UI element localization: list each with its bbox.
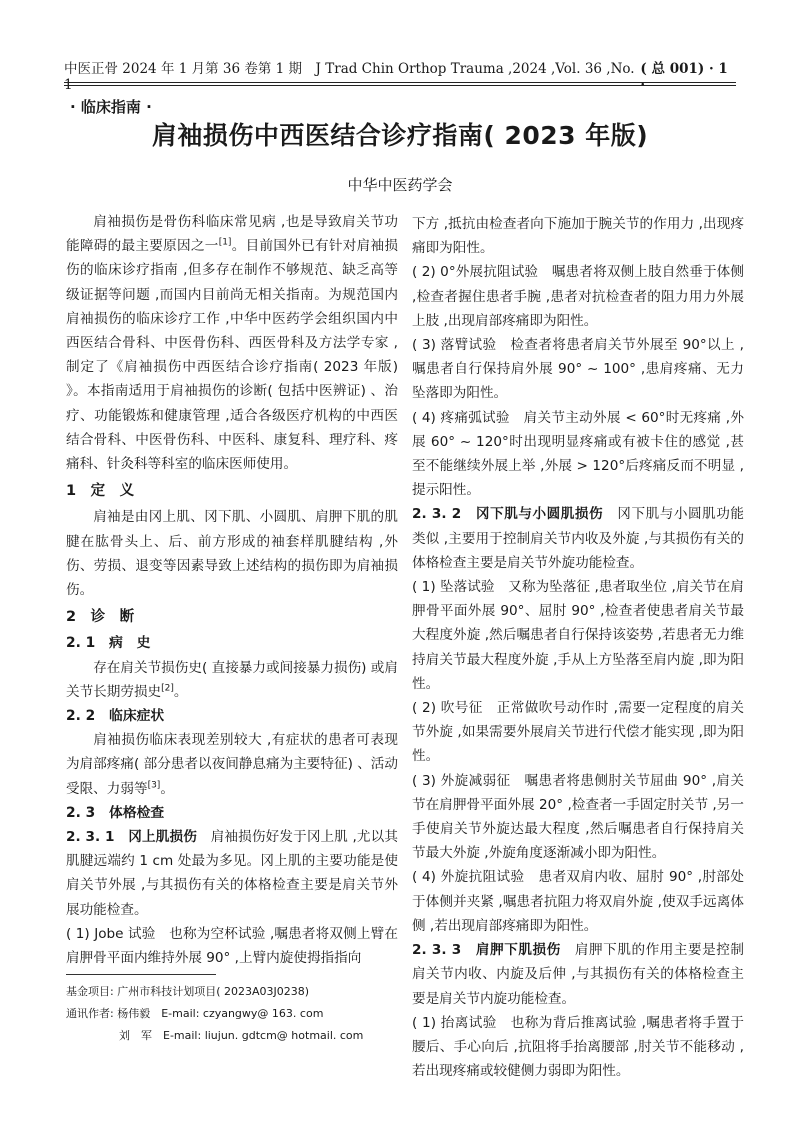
running-header <box>64 57 736 93</box>
intro-paragraph: 肩袖损伤是骨伤科临床常见病 ,也是导致肩关节功能障碍的最主要原因之一[1]。目前国外已有针对肩袖损伤的临床诊疗指南 ,但多存在制作不够规范、缺乏高等级证据等问题 ,而国内目前尚无相关指南。为规范国内肩袖损伤的临床诊疗工作 ,中华中医药学会组织国内中西医结合骨科、中医骨伤科、西医骨科及方法学专家 ,制定了《肩袖损伤中西医结合诊疗指南( 2023 年版) 》。本指南适用于肩袖损伤的诊断( 包括中医辨证) 、治疗、功能锻炼和健康管理 ,适合各级医疗机构的中西医结合骨科、中医骨伤科、中医科、康复科、理疗科、疼痛科、针灸科等科室的临床医师使用。 <box>66 214 399 473</box>
subsubsection-heading: 2. 3. 2 冈下肌与小圆肌损伤 <box>412 506 604 523</box>
footnote-rule <box>66 974 216 975</box>
subsubsection-heading: 2. 3. 1 冈上肌损伤 <box>66 829 197 846</box>
painful-arc-test: ( 4) 疼痛弧试验 肩关节主动外展 < 60°时无疼痛 ,外展 60° ~ 120°时出现明显疼痛或有被卡住的感觉 ,甚至不能继续外展上举 ,外展 > 120°后疼痛反而不明显 ,提示阳性。 <box>412 409 744 499</box>
funding-note: 基金项目: 广州市科技计划项目( 2023A03J0238) <box>66 985 310 998</box>
citation-ref[interactable]: [2] <box>161 683 174 694</box>
zero-abduction-test: ( 2) 0°外展抗阻试验 嘱患者将双侧上肢自然垂于体侧 ,检查者握住患者手腕 ,患者对抗检查者的阻力用力外展上肢 ,出现肩部疼痛即为阳性。 <box>412 264 744 329</box>
footnote <box>66 981 363 1047</box>
subsection-heading-symptoms: 2. 2 临床症状 <box>66 708 165 725</box>
subsubsection-heading: 2. 3. 3 肩胛下肌损伤 <box>412 942 561 959</box>
subsection-heading-exam: 2. 3 体格检查 <box>66 804 165 821</box>
subscapularis-paragraph: 2. 3. 3 肩胛下肌损伤 肩胛下肌的作用主要是控制肩关节内收、内旋及后伸 ,与其损伤有关的体格检查主要是肩关节内旋功能检查。 <box>412 942 745 1007</box>
subsection-heading-history: 2. 1 病 史 <box>66 635 151 652</box>
lift-off-test: ( 1) 抬离试验 也称为背后推离试验 ,嘱患者将手置于腰后、手心向后 ,抗阻将手抬离腰部 ,肘关节不能移动 ,若出现疼痛或较健侧力弱即为阳性。 <box>412 1014 744 1080</box>
journal-citation: 中医正骨 2024 年 1 月第 36 卷第 1 期 J Trad Chin Orthop Trauma ,2024 ,Vol. 36 ,No. 1 <box>64 61 635 93</box>
corresponding-author-1: 通讯作者: 杨伟毅 E-mail: czyangwy@ 163. com <box>66 1007 324 1020</box>
header-rule-second <box>64 85 736 86</box>
external-rotation-resistance-test: ( 4) 外旋抗阻试验 患者双肩内收、屈肘 90° ,肘部处于体侧并夹紧 ,嘱患者抗阻力将双肩外旋 ,使双手远离体侧 ,若出现肩部疼痛即为阳性。 <box>412 869 744 934</box>
jobe-test-continuation: 下方 ,抵抗由检查者向下施加于腕关节的作用力 ,出现疼痛即为阳性。 <box>412 216 744 257</box>
section-tag: · 临床指南 · <box>70 98 152 116</box>
header-rule <box>64 82 736 83</box>
supraspinatus-paragraph: 2. 3. 1 冈上肌损伤 肩袖损伤好发于冈上肌 ,尤以其肌腱远端约 1 cm 处最为多见。冈上肌的主要功能是使肩关节外展 ,与其损伤有关的体格检查主要是肩关节外展功能检查。 <box>66 829 398 918</box>
history-paragraph: 存在肩关节损伤史( 直接暴力或间接暴力损伤) 或肩关节长期劳损史[2]。 <box>66 659 398 700</box>
drop-arm-test: ( 3) 落臂试验 检查者将患者肩关节外展至 90°以上 ,嘱患者自行保持肩外展 90° ~ 100° ,患肩疼痛、无力坠落即为阳性。 <box>412 337 744 402</box>
external-rotation-lag-test: ( 3) 外旋减弱征 嘱患者将患侧肘关节屈曲 90° ,肩关节在肩胛骨平面外展 20° ,检查者一手固定肘关节 ,另一手使肩关节外旋达最大程度 ,然后嘱患者自行保持肩关节最大外旋 ,外旋角度逐渐减小即为阳性。 <box>412 772 744 862</box>
page-number: ( 总 001) · 1 · <box>640 61 728 93</box>
infraspinatus-paragraph: 2. 3. 2 冈下肌与小圆肌损伤 冈下肌与小圆肌功能类似 ,主要用于控制肩关节内收及外旋 ,与其损伤有关的体格检查主要是肩关节外旋功能检查。 <box>412 506 744 571</box>
hornblower-sign-test: ( 2) 吹号征 正常做吹号动作时 ,需要一定程度的肩关节外旋 ,如果需要外展肩关节进行代偿才能实现 ,即为阳性。 <box>412 700 744 765</box>
section-heading-definition: 1 定 义 <box>66 483 135 500</box>
symptoms-paragraph: 肩袖损伤临床表现差别较大 ,有症状的患者可表现为肩部疼痛( 部分患者以夜间静息痛为主要特征) 、活动受限、力弱等[3]。 <box>66 732 398 797</box>
definition-paragraph: 肩袖是由冈上肌、冈下肌、小圆肌、肩胛下肌的肌腱在肱骨头上、后、前方形成的袖套样肌腱结构 ,外伤、劳损、退变等因素导致上述结构的损伤即为肩袖损伤。 <box>66 509 398 599</box>
left-column <box>66 210 398 970</box>
citation-ref[interactable]: [1] <box>218 237 232 248</box>
drop-sign-test: ( 1) 坠落试验 又称为坠落征 ,患者取坐位 ,肩关节在肩胛骨平面外展 90°、屈肘 90° ,检查者使患者肩关节最大程度外旋 ,然后嘱患者自行保持该姿势 ,若患者无力维持肩关节最大程度外旋 ,手从上方坠落至肩内旋 ,即为阳性。 <box>412 579 744 692</box>
section-heading-diagnosis: 2 诊 断 <box>66 609 135 626</box>
right-column <box>412 212 744 1083</box>
citation-ref[interactable]: [3] <box>147 780 161 791</box>
article-title: 肩袖损伤中西医结合诊疗指南( 2023 年版) <box>151 121 649 150</box>
jobe-test-paragraph: ( 1) Jobe 试验 也称为空杯试验 ,嘱患者将双侧上臂在肩胛骨平面内维持外展 90° ,上臂内旋使拇指指向 <box>66 925 398 967</box>
corresponding-author-2: 刘 军 E-mail: liujun. gdtcm@ hotmail. com <box>119 1029 364 1042</box>
article-author: 中华中医药学会 <box>347 176 453 194</box>
